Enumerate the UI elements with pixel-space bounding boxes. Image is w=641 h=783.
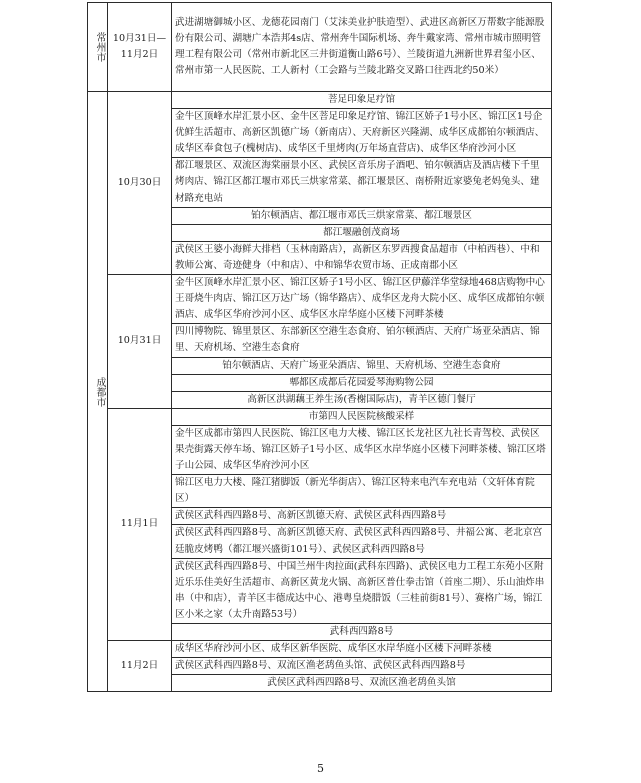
table-row [88, 92, 552, 109]
location-cell: 菩足印象足疗馆 [172, 92, 552, 109]
location-cell: 市第四人民医院核酸采样 [172, 408, 552, 425]
location-cell: 都江堰融创茂商场 [172, 224, 552, 241]
city-cell-changzhou: 常州市 [88, 3, 108, 92]
location-cell: 铂尔顿酒店、都江堰市邓氏三烘家常菜、都江堰景区 [172, 207, 552, 224]
date-cell: 11月1日 [108, 408, 172, 640]
location-cell: 武侯区武科西四路8号、双流区渔老鸹鱼头馆 [172, 675, 552, 692]
location-cell: 武侯区武科西四路8号、高新区凯德天府、武侯区武科西四路8号、井福公寓、老北京宫廷脆皮烤鸭（都江堰兴盛街101号）、武侯区武科西四路8号 [172, 525, 552, 558]
date-cell: 11月2日 [108, 641, 172, 692]
table-row [88, 641, 552, 658]
location-cell: 四川博物院、锦里景区、东部新区空港生态食府、铂尔顿酒店、天府广场亚朵酒店、锦里、天府机场、空港生态食府 [172, 324, 552, 357]
location-cell: 武侯区武科西四路8号、高新区凯德天府、武侯区武科西四路8号 [172, 508, 552, 525]
location-cell: 武科西四路8号 [172, 624, 552, 641]
location-cell: 武侯区武科西四路8号、中国兰州牛肉拉面(武科东四路)、武侯区电力工程工东苑小区附近乐乐佳美好生活超市、高新区黄龙火锅、高新区普仕拳击馆（首座二期）、乐山油炸串串（中和店），青羊区丰德成达中心、港粤皇烧腊饭（三桂前街81号）、赛格广场，锦江区小米之家（太升南路53号） [172, 558, 552, 623]
location-cell: 都江堰景区、双流区海棠丽景小区、武侯区音乐房子酒吧、铂尔顿酒店及酒店楼下千里烤肉店、锦江区都江堰市邓氏三烘家常菜、都江堰景区、南桥附近家婆兔老妈兔头、建材路充电站 [172, 158, 552, 207]
table-row [88, 275, 552, 324]
table-row [88, 3, 552, 92]
location-cell: 郫都区成都后花园爱琴海购物公园 [172, 374, 552, 391]
date-cell: 10月31日—11月2日 [108, 3, 172, 92]
date-cell: 10月30日 [108, 92, 172, 275]
location-cell: 高新区洪湖藕王养生汤(香榭国际店)，青羊区德门餐厅 [172, 391, 552, 408]
table-row [88, 408, 552, 425]
location-cell: 金牛区顶峰水岸汇景小区、金牛区菩足印象足疗馆、锦江区娇子1号小区、锦江区1号企优鲜生活超市、高新区凯德广场（新南店）、天府新区兴隆湖、成华区成都铂尔顿酒店、成华区奉食包子(槐树店)、成华区千里烤肉(万年场直营店)、成华区华府沙河小区 [172, 109, 552, 158]
location-cell: 武侯区武科西四路8号、双流区渔老鸹鱼头馆、武侯区武科西四路8号 [172, 658, 552, 675]
location-cell: 金牛区顶峰水岸汇景小区、锦江区娇子1号小区、锦江区伊藤洋华堂绿地468店购物中心王哥烧牛肉店、锦江区万达广场（锦华路店）、成华区龙舟大院小区、成华区成都铂尔顿酒店、成华区华府沙河小区、成华区水岸华庭小区楼下河畔茶楼 [172, 275, 552, 324]
location-cell: 铂尔顿酒店、天府广场亚朵酒店、锦里、天府机场、空港生态食府 [172, 357, 552, 374]
city-cell-chengdu: 成都市 [88, 92, 108, 692]
date-cell: 10月31日 [108, 275, 172, 409]
location-cell: 武进湖塘御城小区、龙德花园南门（艾沫美业护肤造型）、武进区高新区万帮数字能源股份有限公司、湖塘广本浩邦4s店、常州奔牛国际机场、奔牛戴家湾、常州市城市照明管理工程有限公司（常州市新北区三井街道衡山路6号）、兰陵街道九洲新世界君玺小区、常州市第一人民医院、工人新村（工会路与兰陵北路交叉路口往西北约50米） [172, 3, 552, 92]
page-number: 5 [317, 762, 324, 775]
location-cell: 武侯区王婆小海鲜大排档（玉林南路店），高新区东罗西搜食品超市（中柏西巷）、中和教师公寓、奇迹健身（中和店）、中和锦华农贸市场、正成南郡小区 [172, 241, 552, 274]
location-cell: 金牛区成都市第四人民医院、锦江区电力大楼、锦江区长龙社区九社长青驾校、武侯区果壳街露天停车场、锦江区娇子1号小区、成华区水岸华庭小区楼下河畔茶楼、锦江区塔子山公园、成华区华府沙河小区 [172, 425, 552, 474]
exposure-locations-table [87, 2, 552, 692]
location-cell: 成华区华府沙河小区、成华区新华医院、成华区水岸华庭小区楼下河畔茶楼 [172, 641, 552, 658]
location-cell: 锦江区电力大楼、隆江猪脚饭（新光华街店）、锦江区特来电汽车充电站（文轩体育院区） [172, 475, 552, 508]
